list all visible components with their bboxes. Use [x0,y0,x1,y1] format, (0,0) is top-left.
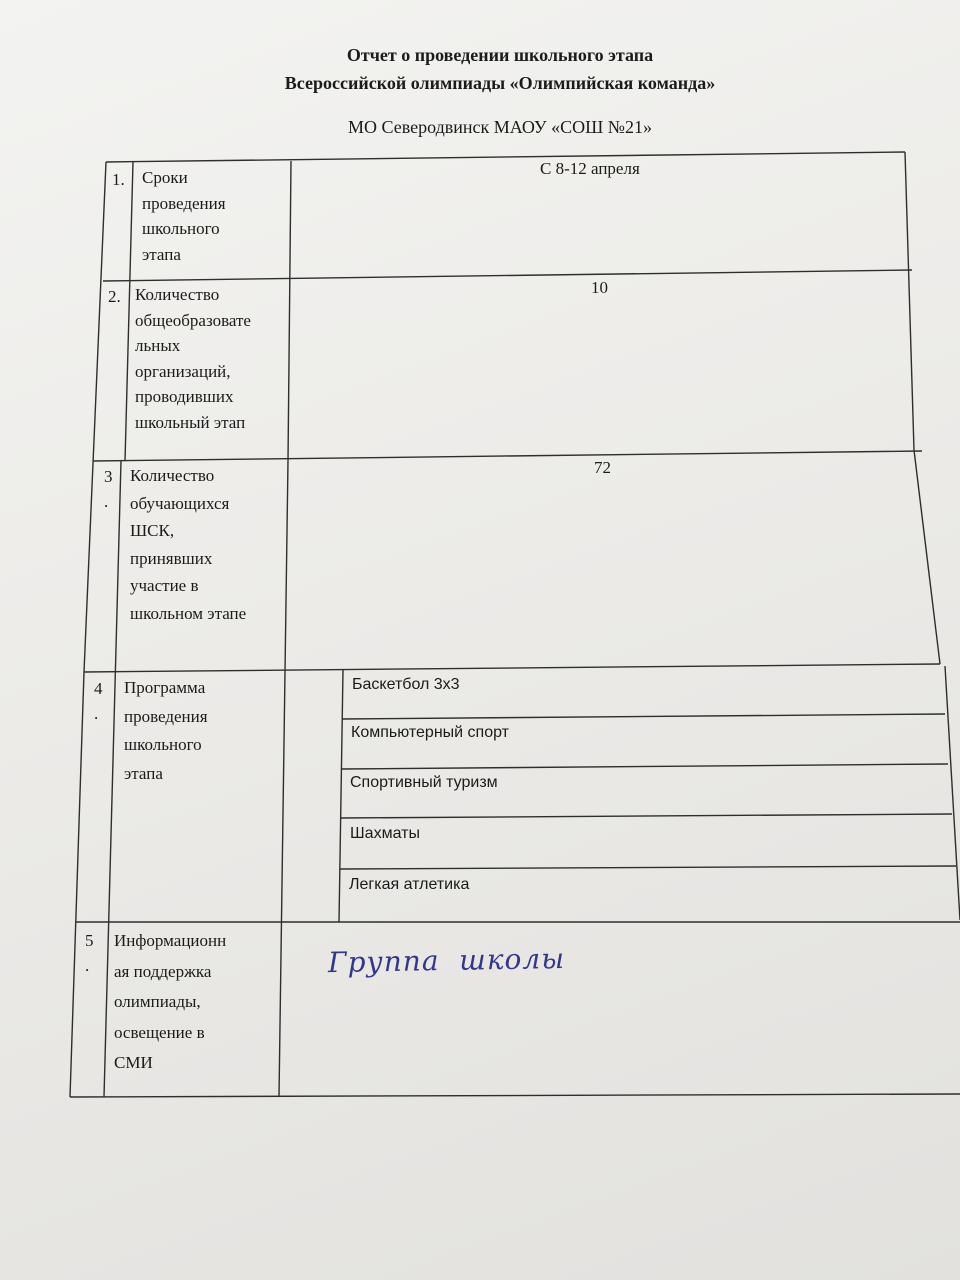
row-label-1: Сроки проведения школьного этапа [142,168,226,264]
report-subtitle: МО Северодвинск МАОУ «СОШ №21» [348,117,652,137]
program-item-tourism: Спортивный туризм [350,774,498,791]
program-item-basketball: Баскетбол 3х3 [352,676,460,693]
row-value-1: С 8-12 апреля [540,159,640,178]
row-label-3: Количество обучающихся ШСК, принявших участие в школьном этапе [130,466,247,623]
row-number-4: 4 . [94,679,103,723]
row-number-5: 5 . [85,931,94,975]
program-item-athletics: Легкая атлетика [349,876,470,893]
handwritten-note: Группа школы [327,941,566,980]
row-value-2: 10 [591,278,608,297]
program-item-chess: Шахматы [350,825,420,842]
program-item-esports: Компьютерный спорт [351,724,509,741]
row-label-5: Информационн ая поддержка олимпиады, освещение в СМИ [114,931,227,1072]
row-label-4: Программа проведения школьного этапа [124,678,208,783]
report-title-line1: Отчет о проведении школьного этапа [346,45,654,65]
report-title-line2: Всероссийской олимпиады «Олимпийская команда» [284,73,716,93]
row-number-2: 2. [108,287,121,306]
row-label-2: Количество общеобразовате льных организаций, проводивших школьный этап [135,285,251,432]
row-number-1: 1. [112,170,125,189]
row-value-3: 72 [594,458,611,477]
row-number-3: 3 . [104,467,113,511]
